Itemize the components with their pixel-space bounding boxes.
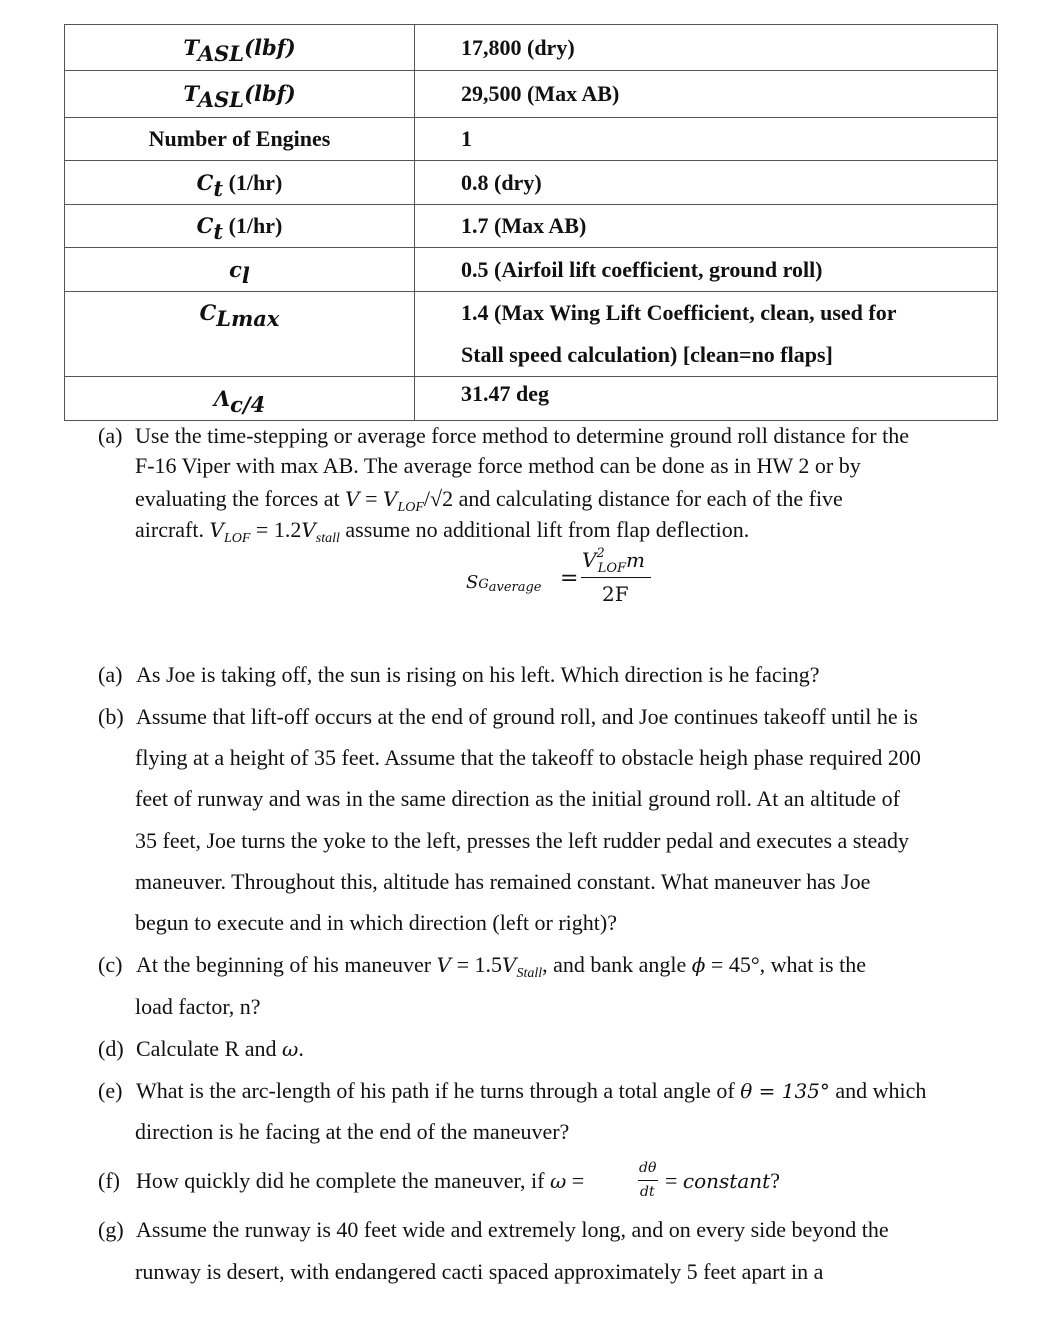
param-value: 17,800 (dry) — [415, 25, 998, 71]
table-row — [65, 118, 998, 161]
table-row — [65, 248, 998, 292]
question-e-line: direction is he facing at the end of the maneuver? — [135, 1119, 570, 1144]
param-label: TASL(lbf) — [65, 25, 415, 71]
question-a: (a) As Joe is taking off, the sun is rising on his left. Which direction is he facing? — [98, 662, 820, 687]
table-row — [65, 292, 998, 377]
param-label: Number of Engines — [65, 118, 415, 161]
question-f-rhs: = constant? — [665, 1168, 780, 1193]
part-a-line-1: Use the time-stepping or average force method to determine ground roll distance for the — [135, 423, 910, 448]
part-a-line-3: evaluating the forces at $V = V_{LOF}/√2$ and calculating distance for each of the five — [135, 486, 843, 515]
table-row — [65, 25, 998, 71]
table-row — [65, 161, 998, 205]
table-row — [65, 205, 998, 248]
param-value: 0.5 (Airfoil lift coefficient, ground roll) — [415, 248, 998, 292]
part-a-ground-roll-label: (a) — [98, 423, 123, 448]
param-value: 1.7 (Max AB) — [415, 205, 998, 248]
param-value: 0.8 (dry) — [415, 161, 998, 205]
aircraft-parameters-table — [64, 24, 998, 421]
param-value: 1.4 (Max Wing Lift Coefficient, clean, used for Stall speed calculation) [clean=no flaps] — [415, 292, 998, 377]
table-row — [65, 377, 998, 421]
dtheta: dθ — [639, 1160, 657, 1176]
question-e: (e) What is the arc-length of his path if he turns through a total angle of θ = 135° and which — [98, 1078, 927, 1103]
question-b-line: begun to execute and in which direction (left or right)? — [135, 910, 617, 935]
question-b-line: 35 feet, Joe turns the yoke to the left, presses the left rudder pedal and executes a steady — [135, 828, 909, 853]
table-row — [65, 71, 998, 118]
fraction-bar — [581, 577, 651, 578]
param-label: Λc/4 — [65, 377, 415, 421]
param-label: CLmax — [65, 292, 415, 377]
question-b-line: flying at a height of 35 feet. Assume that the takeoff to obstacle heigh phase required 200 — [135, 745, 921, 770]
fraction-bar — [638, 1180, 658, 1181]
param-label: TASL(lbf) — [65, 71, 415, 118]
question-d: (d) Calculate R and ω. — [98, 1036, 304, 1061]
param-label: Ct (1/hr) — [65, 161, 415, 205]
question-b: (b) Assume that lift-off occurs at the end of ground roll, and Joe continues takeoff until he is — [98, 704, 918, 729]
param-label: cl — [65, 248, 415, 292]
question-g: (g) Assume the runway is 40 feet wide and extremely long, and on every side beyond the — [98, 1217, 889, 1242]
question-f: (f) How quickly did he complete the maneuver, if ω = — [98, 1168, 585, 1193]
question-c: (c) At the beginning of his maneuver $V = 1.5V_{Stall}$, and bank angle ϕ = 45°, what is the — [98, 952, 866, 981]
part-a-line-2: F-16 Viper with max AB. The average force method can be done as in HW 2 or by — [135, 453, 861, 478]
part-a-line-4: aircraft. $V_{LOF} = 1.2V_{stall}$ assume no additional lift from flap deflection. — [135, 517, 750, 546]
param-label: Ct (1/hr) — [65, 205, 415, 248]
question-g-line: runway is desert, with endangered cacti spaced approximately 5 feet apart in a — [135, 1259, 824, 1284]
question-b-line: feet of runway and was in the same direction as the initial ground roll. At an altitude of — [135, 786, 900, 811]
param-value: 1 — [415, 118, 998, 161]
param-value: 29,500 (Max AB) — [415, 71, 998, 118]
param-value: 31.47 deg — [415, 377, 998, 421]
dt: dt — [640, 1184, 655, 1200]
question-c-line: load factor, n? — [135, 994, 261, 1019]
question-b-line: maneuver. Throughout this, altitude has remained constant. What maneuver has Joe — [135, 869, 871, 894]
